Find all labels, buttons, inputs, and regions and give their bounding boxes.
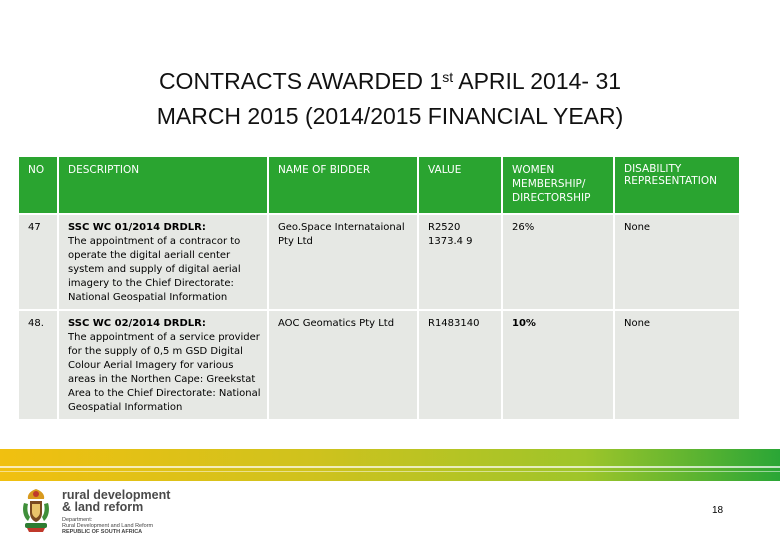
cell-bidder: AOC Geomatics Pty Ltd: [268, 310, 418, 420]
logo-text-line-1: rural development: [62, 488, 171, 502]
cell-bidder: Geo.Space Internataional Pty Ltd: [268, 214, 418, 310]
cell-disability: None: [614, 310, 740, 420]
title-line-1-start: CONTRACTS AWARDED 1: [158, 68, 443, 94]
footer-band-stripe-thin: [0, 471, 780, 472]
footer-band-stripe: [0, 466, 780, 468]
department-logo: [16, 487, 186, 535]
dept-line-1: Department:: [62, 517, 93, 523]
title-line-1-end: APRIL 2014- 31: [453, 68, 622, 94]
cell-description: [58, 310, 268, 420]
cell-women: 10%: [502, 310, 614, 420]
cell-disability: None: [614, 214, 740, 310]
header-bidder: NAME OF BIDDER: [268, 156, 418, 214]
contracts-table: [17, 155, 741, 421]
header-disability: DISABILITY REPRESENTATION: [614, 156, 740, 214]
title-line-1: [60, 64, 720, 99]
dept-line-2: Rural Development and Land Reform: [62, 523, 154, 529]
contract-description: The appointment of a service provider for the supply of 0,5 m GSD Digital Colour Aerial Imagery for various areas in the Northen Cape: Greekstat Area to the Chief Directorate: National Geospatial Information: [68, 332, 261, 413]
header-no: NO: [18, 156, 58, 214]
coat-of-arms-icon: [18, 487, 54, 533]
dept-line-3: REPUBLIC OF SOUTH AFRICA: [62, 529, 143, 535]
logo-text-line-2: & land reform: [62, 500, 144, 514]
header-value: VALUE: [418, 156, 502, 214]
title-superscript: st: [442, 69, 454, 85]
department-caption: [62, 517, 153, 535]
page-title: [60, 64, 720, 134]
table-header-row: [18, 156, 740, 214]
cell-value: R1483140: [418, 310, 502, 420]
cell-value: R2520 1373.4 9: [418, 214, 502, 310]
contract-reference: SSC WC 01/2014 DRDLR:: [68, 222, 206, 233]
header-description: DESCRIPTION: [58, 156, 268, 214]
cell-women: 26%: [502, 214, 614, 310]
header-women: WOMEN MEMBERSHIP/ DIRECTORSHIP: [502, 156, 614, 214]
page-number: 18: [712, 505, 724, 516]
contract-description: The appointment of a contracor to operate the digital aeriall center system and supply of digital aerial imagery to the Chief Directorate: National Geospatial Information: [68, 236, 241, 303]
cell-no: 48.: [18, 310, 58, 420]
contract-reference: SSC WC 02/2014 DRDLR:: [68, 318, 206, 329]
cell-no: 47: [18, 214, 58, 310]
table-row: [18, 310, 740, 420]
cell-description: [58, 214, 268, 310]
table-row: [18, 214, 740, 310]
footer-color-band: [0, 449, 780, 481]
title-line-2: MARCH 2015 (2014/2015 FINANCIAL YEAR): [156, 103, 624, 129]
